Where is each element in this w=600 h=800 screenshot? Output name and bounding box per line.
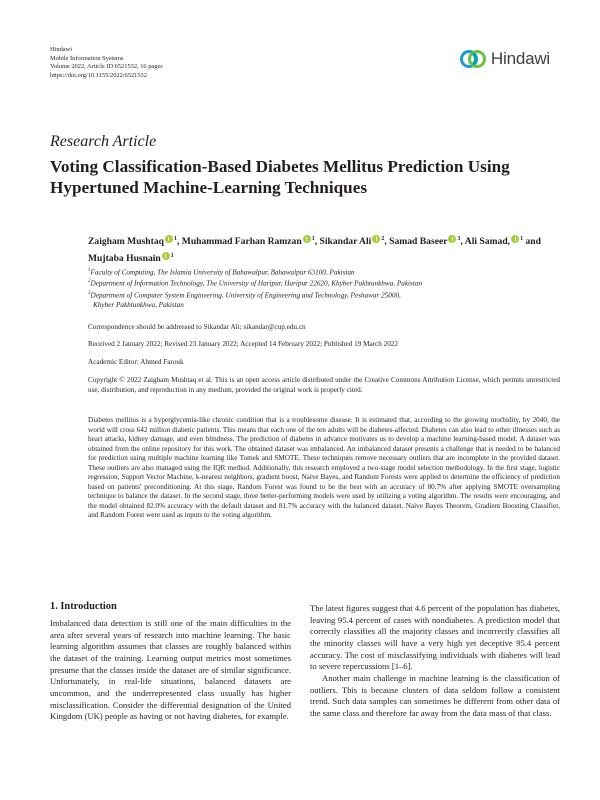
author-affiliation-sup: 1 bbox=[173, 236, 177, 242]
body-column-left bbox=[50, 618, 291, 723]
author-name: Muhammad Farhan Ramzan bbox=[181, 236, 302, 248]
copyright-notice: Copyright © 2022 Zaigham Mushtaq et al. This is an open access article distributed under the Creative Commons Attribution License, which permits unrestricted use, distribution, and reproduction in any medium, provided the original work is properly cited. bbox=[88, 376, 560, 394]
publication-dates: Received 2 January 2022; Revised 23 January 2022; Accepted 14 February 2022; Published 19 March 2022 bbox=[88, 340, 398, 348]
section-heading: 1. Introduction bbox=[50, 601, 117, 612]
orcid-icon[interactable] bbox=[511, 235, 519, 243]
publisher-name: Hindawi bbox=[50, 46, 73, 53]
article-type: Research Article bbox=[50, 133, 157, 150]
journal-name: Mobile Information Systems bbox=[50, 54, 124, 62]
author-name: Sikandar Ali bbox=[319, 236, 372, 248]
author-affiliation-sup: 1 bbox=[311, 236, 315, 242]
author-separator: , bbox=[176, 236, 182, 248]
author-name: Samad Baseer bbox=[389, 236, 448, 248]
orcid-icon[interactable] bbox=[448, 235, 456, 243]
journal-info bbox=[50, 46, 163, 80]
author-separator: , bbox=[384, 236, 390, 248]
doi-link[interactable]: https://doi.org/10.1155/2022/6521532 bbox=[50, 71, 147, 79]
logo-text: Hindawi bbox=[490, 49, 550, 68]
affiliation-2: $^2$Department of Information Technology, The University of Haripur, Haripur 22620, Khyber Pakhtunkhwa, Pakistan bbox=[88, 279, 423, 288]
correspondence: Correspondence should be addressed to Sikandar Ali; sikandar@cup.edu.cn bbox=[88, 323, 306, 331]
author-name: Mujtaba Husnain bbox=[88, 253, 161, 265]
author-name: Zaigham Mushtaq bbox=[88, 236, 164, 248]
author-affiliation-sup: 2 bbox=[381, 236, 385, 242]
body-paragraph: Imbalanced data detection is still one of the main difficulties in the area after several years of research into machine learning. The basic learning algorithm assumes that classes are roughly balanced within the dataset of the training. Learning output metrics most sometimes presume that the classes inside the dataset are of similar significance. Unfortunately, in real-life situations, balanced datasets are uncommon, and the underrepresented class usually has higher misclassification. Consider the differential designation of the United Kingdom (UK) people as having or not having diabetes, for example. bbox=[50, 618, 291, 722]
body-paragraph: The latest figures suggest that 4.6 percent of the population has diabetes, leaving 95.4 percent of cases with nondiabetes. A prediction model that correctly classifies all the majority classes and incorrectly classifies all the minority classes will have a very high yet deceptive 95.4 percent accuracy. The cost of misclassifying individuals with diabetes will lead to severe repercussions [1–6]. bbox=[310, 603, 560, 672]
affiliation-1: $^1$Faculty of Computing, The Islamia University of Bahawalpur, Bahawalpur 63100, Pakistan bbox=[88, 268, 355, 277]
author-affiliation-sup: 1 bbox=[520, 236, 524, 242]
affiliations bbox=[88, 266, 560, 310]
author-affiliation-sup: 1 bbox=[170, 253, 174, 260]
orcid-icon[interactable] bbox=[162, 252, 170, 260]
author-separator: , bbox=[460, 236, 465, 248]
orcid-icon[interactable] bbox=[165, 235, 173, 243]
author-list bbox=[88, 232, 560, 266]
hindawi-logo[interactable] bbox=[459, 48, 550, 70]
article-title: Voting Classification-Based Diabetes Mellitus Prediction Using Hypertuned Machine-Learning Techniques bbox=[50, 157, 510, 197]
body-paragraph: Another main challenge in machine learning is the classification of outliers. This is because clusters of data seldom follow a consistent trend. Such data samples can sometimes be different from other data of the same class and therefore far away from the data mass of that class. bbox=[310, 672, 560, 718]
author-separator: and bbox=[523, 236, 541, 248]
orcid-icon[interactable] bbox=[303, 235, 311, 243]
affiliation-3-continued: Khyber Pakhtunkhwa, Pakistan bbox=[93, 301, 184, 310]
author-separator: , bbox=[314, 236, 320, 248]
affiliation-3: $^3$Department of Computer System Engineering, University of Engineering and Technology, Peshawar 25000, bbox=[88, 290, 401, 300]
author-name: Ali Samad, bbox=[464, 236, 511, 248]
author-affiliation-sup: 3 bbox=[457, 236, 461, 242]
volume-info: Volume 2022, Article ID 6521532, 16 pages bbox=[50, 63, 163, 71]
orcid-icon[interactable] bbox=[372, 235, 380, 243]
body-column-right bbox=[310, 603, 560, 720]
hindawi-logo-icon bbox=[459, 48, 487, 70]
academic-editor: Academic Editor: Ahmed Farouk bbox=[88, 358, 184, 366]
abstract: Diabetes mellitus is a hyperglycemia-like chronic condition that is a troublesome disease. It is estimated that, according to the growing morbidity, by 2040, the world will cross 642 million diabetic patients. This means that each one of the ten adults will be diabetes-affected. Diabetes can also lead to other illnesses such as heart attacks, kidney damage, and even blindness. The prediction of diabetes in advance motivates us to develop a machine learning-based model. A dataset was obtained from the online repository for this work. The obtained dataset was imbalanced. An imbalanced dataset presents a challenge that is needed to be balanced for prediction using multiple machine learning like Tomek and SMOTE. These techniques remove necessary outliers that are incomplete in the provided dataset. These outliers are also managed using the IQR method. Additionally, this research employed a two-stage model selection methodology. In the first stage, logistic regression, Support Vector Machine, k-nearest neighbors, gradient boost, Naive Bayes, and Random Forests were applied to determine the efficiency of prediction based on patients' preconditioning. At this stage, Random Forest was found to be the best with an accuracy of 80.7% after applying SMOTE oversampling technique to balance the dataset. In the second stage, three better-performing models were used by utilizing a voting algorithm. The results were encouraging, and the model obtained 82.0% accuracy with the default dataset and 81.7% accuracy with the balanced dataset. Naive Bayes Theorem, Gradient Boosting Classifier, and Random Forest were used as inputs to the voting algorithm. bbox=[88, 416, 560, 520]
